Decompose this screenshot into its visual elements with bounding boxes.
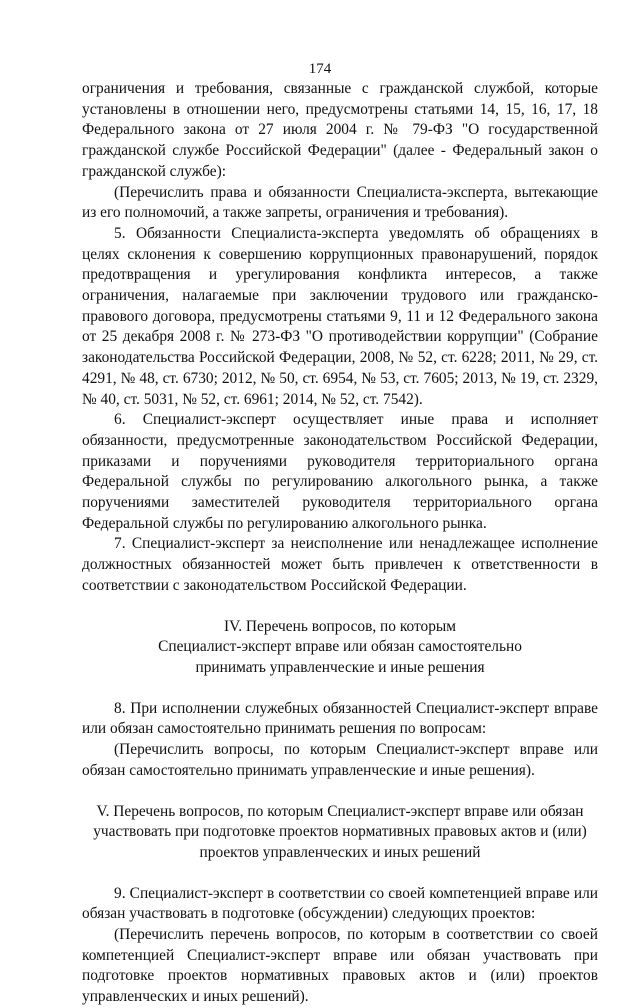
paragraph-7: 7. Специалист-эксперт за неисполнение или ненадлежащее исполнение должностных обязанностей может быть привлечен к ответственности в соответствии с законодательством Российской Федерации. [82, 535, 598, 594]
paragraph-9: 9. Специалист-эксперт в соответствии со своей компетенцией вправе или обязан участвовать в подготовке (обсуждении) следующих проектов: [82, 884, 598, 923]
paragraph-5: 5. Обязанности Специалиста-эксперта уведомлять об обращениях в целях склонения к совершению коррупционных правонарушений, порядок предотвращения и урегулирования конфликта интересов, а также ограничения, налагаемые при заключении трудового или гражданско-правового договора, предусмотрены статьями 9, 11 и 12 Федерального закона от 25 декабря 2008 г. № 273-ФЗ "О противодействии коррупции" (Собрание законодательства Российской Федерации, 2008, № 52, ст. 6228; 2011, № 29, ст. 4291, № 48, ст. 6730; 2012, № 50, ст. 6954, № 53, ст. 7605; 2013, № 19, ст. 2329, № 40, ст. 5031, № 52, ст. 6961; 2014, № 52, ст. 7542). [82, 224, 598, 408]
page-number: 174 [308, 61, 332, 77]
paragraph-intro: ограничения и требования, связанные с гражданской службой, которые установлены в отношении него, предусмотрены статьями 14, 15, 16, 17, 18 Федерального закона от 27 июля 2004 г. № 79-ФЗ "О государственной гражданской службе Российской Федерации" (далее - Федеральный закон о гражданской службе): [82, 80, 598, 180]
document-body [82, 79, 598, 1008]
section-heading-5 [82, 802, 598, 864]
paragraph-9-note: (Перечислить перечень вопросов, по которым в соответствии со своей компетенцией Специалист-эксперт вправе или обязан участвовать при подготовке проектов нормативных правовых актов и (или) проектов управленческих и иных решений). [82, 926, 598, 1006]
section-heading-4-line: принимать управленческие и иные решения [195, 658, 485, 676]
section-heading-4 [82, 617, 598, 679]
section-heading-5-line: V. Перечень вопросов, по которым Специалист-эксперт вправе или обязан [96, 802, 584, 820]
paragraph-8: 8. При исполнении служебных обязанностей Специалист-эксперт вправе или обязан самостоятельно принимать решения по вопросам: [82, 699, 598, 738]
paragraph-8-note: (Перечислить вопросы, по которым Специалист-эксперт вправе или обязан самостоятельно принимать управленческие и иные решения). [82, 741, 598, 779]
section-heading-4-line: IV. Перечень вопросов, по которым [223, 617, 457, 635]
section-heading-4-line: Специалист-эксперт вправе или обязан самостоятельно [158, 638, 522, 656]
paragraph-6: 6. Специалист-эксперт осуществляет иные права и исполняет обязанности, предусмотренные законодательством Российской Федерации, приказами и поручениями руководителя территориального органа Федеральной службы по регулированию алкогольного рынка, а также поручениями заместителей руководителя территориального органа Федеральной службы по регулированию алкогольного рынка. [82, 411, 598, 532]
paragraph-rights-note: (Перечислить права и обязанности Специалиста-эксперта, вытекающие из его полномочий, а также запреты, ограничения и требования). [82, 183, 598, 222]
section-heading-5-line: проектов управленческих и иных решений [199, 843, 481, 861]
section-heading-5-line: участвовать при подготовке проектов нормативных правовых актов и (или) [93, 823, 587, 841]
